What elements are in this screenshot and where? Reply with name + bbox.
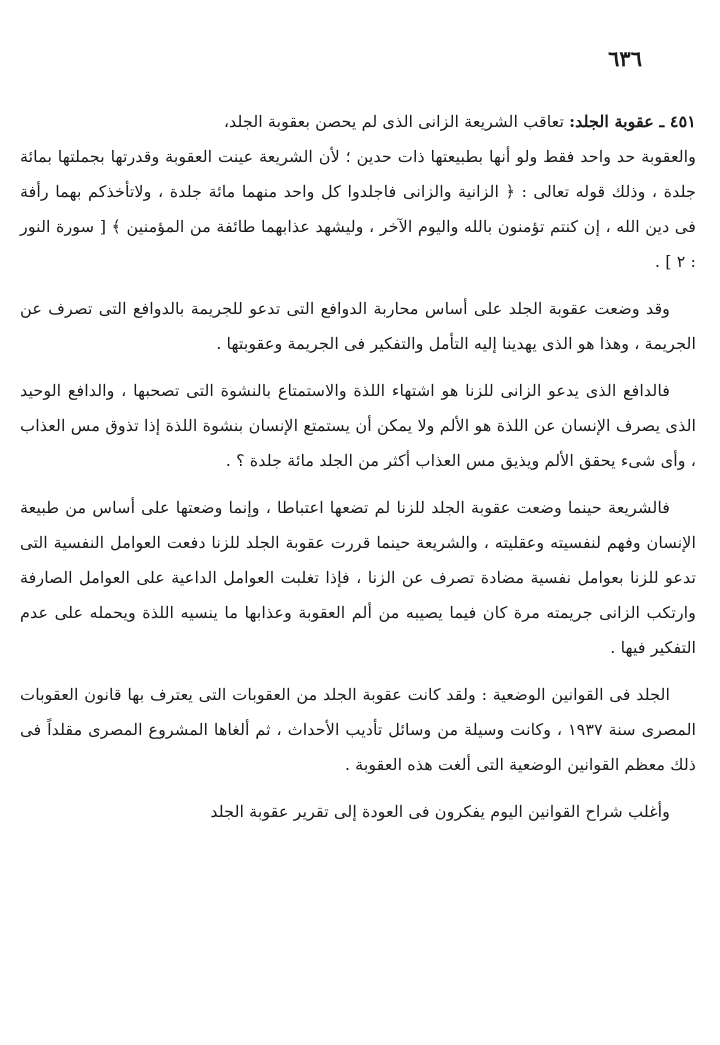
page-text [20,104,696,829]
section-heading-paragraph [20,104,696,139]
section-first-line: تعاقب الشريعة الزانى الذى لم يحصن بعقوبة الجلد، [223,112,570,131]
paragraph-text: فالدافع الذى يدعو الزانى للزنا هو اشتهاء اللذة والاستمتاع بالنشوة التى تصحبها ، والدافع الوحيد الذى يصرف الإنسان عن اللذة هو الألم ولا يمكن أن يستمتع الإنسان بنشوة اللذة إذا تذوق مس العذاب ، وأى شىء يحقق الألم ويذيق مس العذاب أكثر من الجلد مائة جلدة ؟ . [20,381,696,470]
paragraph-text: فالشريعة حينما وضعت عقوبة الجلد للزنا لم تضعها اعتباطا ، وإنما وضعتها على أساس من طبيعة الإنسان وفهم لنفسيته وعقليته ، والشريعة حينما قررت عقوبة الجلد للزنا دفعت العوامل النفسية التى تدعو للزنا بعوامل نفسية مضادة تصرف عن الزنا ، فإذا تغلبت العوامل الداعية على العوامل الصارفة وارتكب الزانى جريمته مرة كان فيما يصيبه من ألم العقوبة وعذابها ما ينسيه اللذة ويحمله على عدم التفكير فيها . [20,498,696,657]
body-paragraph [20,291,696,361]
body-paragraph [20,373,696,478]
page-number: ٦٣٦ [608,46,642,71]
paragraph-text: الجلد فى القوانين الوضعية : ولقد كانت عقوبة الجلد من العقوبات التى يعترف بها قانون العقوبات المصرى سنة ١٩٣٧ ، وكانت وسيلة من وسائل تأديب الأحداث ، ثم ألغاها المشروع المصرى مقلداً فى ذلك معظم القوانين الوضعية التى ألغت هذه العقوبة . [20,685,696,774]
section-title: عقوبة الجلد: [569,112,654,131]
section-number: ٤٥١ [669,112,696,131]
body-paragraph [20,794,696,829]
body-paragraph [20,677,696,782]
body-paragraph: والعقوبة حد واحد فقط ولو أنها بطبيعتها ذات حدين ؛ لأن الشريعة عينت العقوبة وقدرتها بجملتها بمائة جلدة ، وذلك قوله تعالى : ﴿ الزانية والزانى فاجلدوا كل واحد منهما مائة جلدة ، ولاتأخذكم بهما رأفة فى دين الله ، إن كنتم تؤمنون بالله واليوم الآخر ، وليشهد عذابهما طائفة من المؤمنين ﴾ [ سورة النور : ٢ ] . [20,147,696,271]
paragraph-text: وأغلب شراح القوانين اليوم يفكرون فى العودة إلى تقرير عقوبة الجلد [210,802,670,821]
body-paragraph [20,490,696,665]
paragraph-text: وقد وضعت عقوبة الجلد على أساس محاربة الدوافع التى تدعو للجريمة بالدوافع التى تصرف عن الجريمة ، وهذا هو الذى يهدينا إليه التأمل والتفكير فى الجريمة وعقوبتها . [20,299,696,353]
section-dash: ـ [653,112,670,131]
